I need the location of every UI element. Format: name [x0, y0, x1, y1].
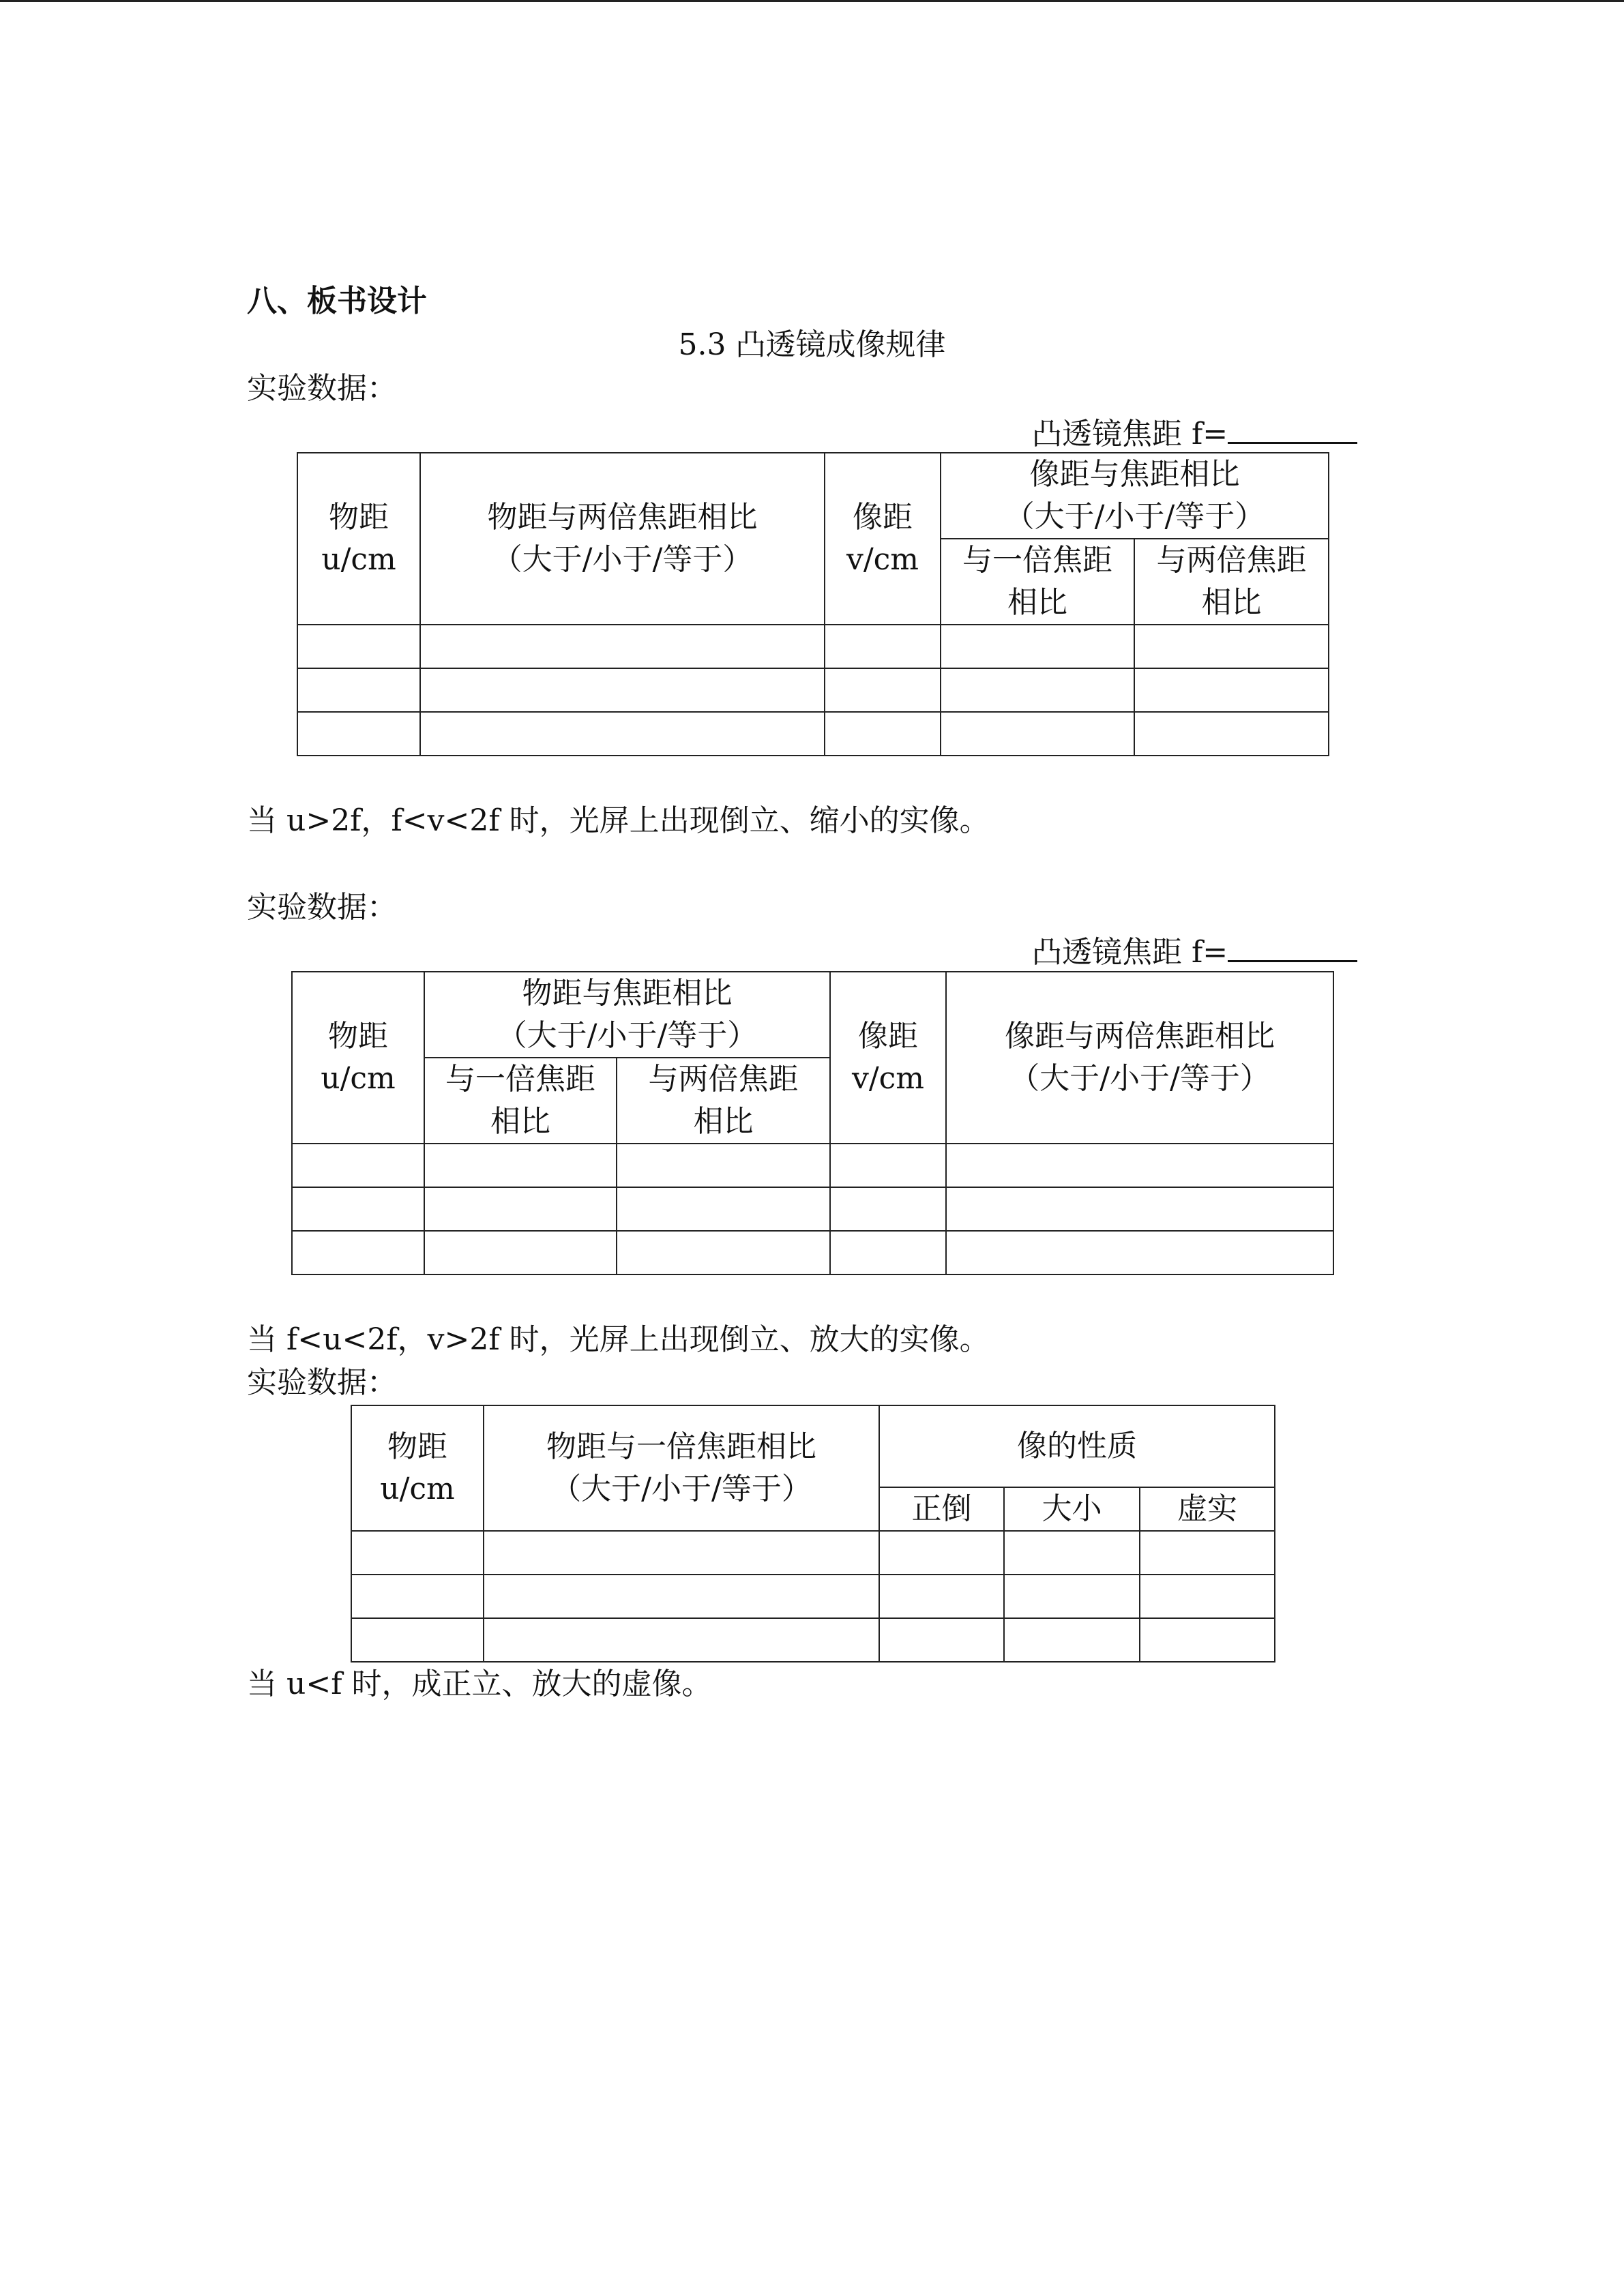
header-size: 大小 — [1004, 1487, 1140, 1531]
empty-cell — [297, 668, 420, 712]
empty-cell — [1004, 1531, 1140, 1575]
empty-cell — [297, 625, 420, 668]
empty-cell — [946, 1144, 1333, 1187]
empty-cell — [1140, 1575, 1275, 1618]
empty-cell — [292, 1187, 424, 1231]
empty-cell — [879, 1575, 1004, 1618]
empty-cell — [830, 1144, 946, 1187]
empty-cell — [1004, 1575, 1140, 1618]
table-row — [292, 1187, 1333, 1231]
empty-cell — [420, 625, 825, 668]
empty-cell — [830, 1187, 946, 1231]
header-img-dist: 像距 v/cm — [825, 453, 941, 625]
empty-cell — [879, 1618, 1004, 1662]
empty-cell — [941, 712, 1134, 756]
empty-cell — [292, 1231, 424, 1274]
header-obj-dist: 物距 u/cm — [351, 1405, 484, 1531]
table-row — [351, 1618, 1275, 1662]
table-row — [297, 712, 1329, 756]
table-row — [351, 1575, 1275, 1618]
empty-cell — [484, 1531, 879, 1575]
empty-cell — [420, 668, 825, 712]
empty-cell — [941, 668, 1134, 712]
empty-cell — [941, 625, 1134, 668]
part1-conclusion: 当 u>2f，f<v<2f 时，光屏上出现倒立、缩小的实像。 — [247, 803, 990, 838]
empty-cell — [292, 1144, 424, 1187]
empty-cell — [617, 1231, 830, 1274]
empty-cell — [484, 1618, 879, 1662]
empty-cell — [879, 1531, 1004, 1575]
part2-focal-blank — [1228, 930, 1357, 962]
empty-cell — [830, 1231, 946, 1274]
part2-focal-length — [1032, 930, 1357, 973]
lesson-title: 5.3 凸透镜成像规律 — [678, 327, 946, 362]
header-obj-vs-2f: 物距与两倍焦距相比 （大于/小于/等于） — [420, 453, 825, 625]
table-part1 — [297, 452, 1329, 756]
empty-cell — [351, 1575, 484, 1618]
table-row — [292, 1144, 1333, 1187]
section-heading: 八、板书设计 — [247, 284, 427, 318]
empty-cell — [946, 1231, 1333, 1274]
empty-cell — [1134, 668, 1329, 712]
part1-focal-length — [1032, 412, 1357, 455]
part3-conclusion: 当 u<f 时，成正立、放大的虚像。 — [247, 1667, 712, 1701]
part2-focal-label: 凸透镜焦距 f= — [1032, 935, 1228, 970]
empty-cell — [351, 1618, 484, 1662]
empty-cell — [946, 1187, 1333, 1231]
empty-cell — [1140, 1531, 1275, 1575]
empty-cell — [424, 1231, 617, 1274]
page-top-border — [0, 0, 1624, 2]
part1-focal-blank — [1228, 412, 1357, 444]
header-img-vs-2f: 像距与两倍焦距相比 （大于/小于/等于） — [946, 972, 1333, 1144]
header-vs-1f: 与一倍焦距 相比 — [941, 539, 1134, 625]
header-orientation: 正倒 — [879, 1487, 1004, 1531]
table-row — [297, 668, 1329, 712]
empty-cell — [351, 1531, 484, 1575]
empty-cell — [424, 1187, 617, 1231]
empty-cell — [1004, 1618, 1140, 1662]
header-obj-dist: 物距 u/cm — [297, 453, 420, 625]
part1-focal-label: 凸透镜焦距 f= — [1032, 417, 1228, 451]
empty-cell — [1134, 712, 1329, 756]
header-obj-dist: 物距 u/cm — [292, 972, 424, 1144]
part2-label: 实验数据： — [247, 890, 397, 925]
empty-cell — [484, 1575, 879, 1618]
table-part2 — [291, 971, 1334, 1275]
header-obj-vs-1f: 物距与一倍焦距相比 （大于/小于/等于） — [484, 1405, 879, 1531]
empty-cell — [297, 712, 420, 756]
empty-cell — [420, 712, 825, 756]
empty-cell — [1134, 625, 1329, 668]
header-image-properties: 像的性质 — [879, 1405, 1275, 1487]
empty-cell — [617, 1187, 830, 1231]
part3-label: 实验数据： — [247, 1365, 397, 1400]
table-row — [292, 1231, 1333, 1274]
empty-cell — [825, 668, 941, 712]
empty-cell — [617, 1144, 830, 1187]
table-row — [351, 1531, 1275, 1575]
empty-cell — [424, 1144, 617, 1187]
header-obj-vs-f-group: 物距与焦距相比 （大于/小于/等于） — [424, 972, 830, 1058]
empty-cell — [1140, 1618, 1275, 1662]
empty-cell — [825, 625, 941, 668]
part1-label: 实验数据： — [247, 371, 397, 406]
part2-conclusion: 当 f<u<2f，v>2f 时，光屏上出现倒立、放大的实像。 — [247, 1322, 990, 1357]
header-vs-1f: 与一倍焦距 相比 — [424, 1058, 617, 1144]
empty-cell — [825, 712, 941, 756]
header-img-vs-f-group: 像距与焦距相比 （大于/小于/等于） — [941, 453, 1329, 539]
header-vs-2f: 与两倍焦距 相比 — [1134, 539, 1329, 625]
header-real-virtual: 虚实 — [1140, 1487, 1275, 1531]
header-vs-2f: 与两倍焦距 相比 — [617, 1058, 830, 1144]
header-img-dist: 像距 v/cm — [830, 972, 946, 1144]
table-part3 — [351, 1405, 1275, 1663]
table-row — [297, 625, 1329, 668]
